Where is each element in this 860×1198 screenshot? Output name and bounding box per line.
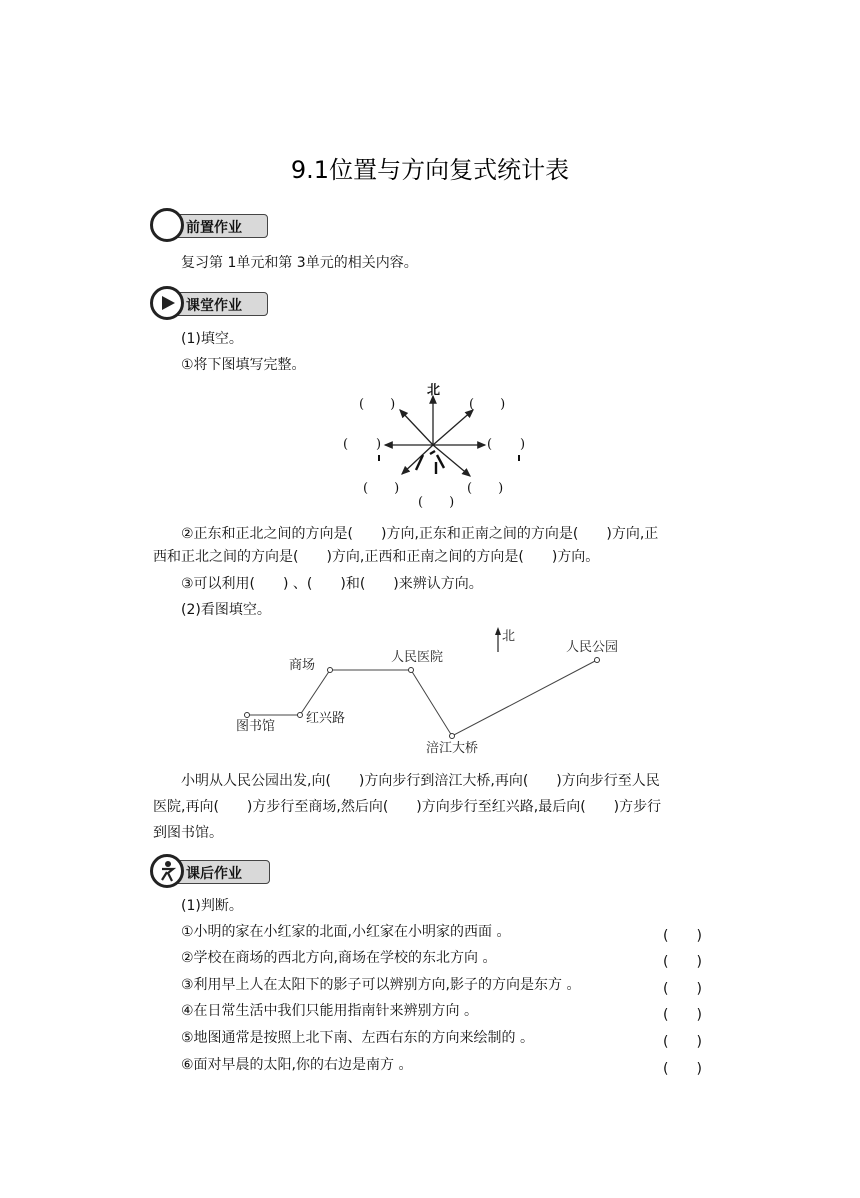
judge-answer-2: ( )	[663, 954, 702, 970]
judge-item-1: ①小明的家在小红家的北面,小红家在小明家的西面 。	[181, 924, 511, 940]
page-title: 9.1位置与方向复式统计表	[290, 156, 570, 184]
badge-icon	[150, 854, 184, 888]
judge-answer-1: ( )	[663, 928, 702, 944]
play-icon	[153, 289, 181, 317]
section-badge-class	[150, 286, 268, 320]
blank-sw: ( )	[363, 481, 400, 496]
section-badge-pre	[150, 208, 268, 242]
blank-nw: ( )	[359, 397, 396, 412]
blank-se: ( )	[467, 481, 504, 496]
southwest-arrow	[402, 445, 433, 474]
compass-diagram	[330, 378, 540, 518]
northwest-arrow	[400, 410, 433, 445]
node-bridge	[450, 734, 455, 739]
q2-title: (2)看图填空。	[181, 602, 271, 618]
judge-item-5: ⑤地图通常是按照上北下南、左西右东的方向来绘制的 。	[181, 1030, 534, 1046]
judge-answer-4: ( )	[663, 1007, 702, 1023]
badge-icon	[150, 208, 184, 242]
blank-w-open: (	[343, 437, 349, 452]
map-north-label: 北	[502, 629, 516, 644]
judge-item-2: ②学校在商场的西北方向,商场在学校的东北方向 。	[181, 950, 497, 966]
node-library	[245, 713, 250, 718]
q1-sub1: ①将下图填写完整。	[181, 357, 306, 373]
node-hospital	[409, 668, 414, 673]
pre-text: 复习第 1单元和第 3单元的相关内容。	[181, 255, 418, 271]
q1-sub2-line2: 西和正北之间的方向是( )方向,正西和正南之间的方向是( )方向。	[153, 549, 600, 565]
blank-ne: ( )	[469, 397, 506, 412]
blank-s: ( )	[418, 495, 455, 510]
q1-sub3: ③可以利用( ) 、( )和( )来辨认方向。	[181, 576, 483, 592]
northeast-arrow	[433, 410, 473, 445]
judge-item-6: ⑥面对早晨的太阳,你的右边是南方 。	[181, 1057, 413, 1073]
node-mall	[328, 668, 333, 673]
blank-w-close: )	[376, 437, 382, 452]
badge-label: 前置作业	[186, 220, 242, 236]
judge-answer-6: ( )	[663, 1061, 702, 1077]
badge-label: 课后作业	[186, 866, 242, 882]
label-library: 图书馆	[236, 719, 276, 734]
judge-item-3: ③利用早上人在太阳下的影子可以辨别方向,影子的方向是东方 。	[181, 977, 581, 993]
southeast-arrow	[433, 445, 470, 476]
node-park	[595, 658, 600, 663]
judge-answer-3: ( )	[663, 981, 702, 997]
q2-line2: 医院,再向( )方步行至商场,然后向( )方向步行至红兴路,最后向( )方步行	[153, 799, 662, 815]
label-park: 人民公园	[566, 640, 619, 655]
compass-north-label: 北	[427, 383, 441, 398]
label-mall: 商场	[289, 658, 316, 673]
node-hongxing-road	[298, 713, 303, 718]
route-map	[230, 622, 640, 762]
label-hongxing-road: 红兴路	[306, 711, 346, 726]
q1-title: (1)填空。	[181, 331, 243, 347]
section-badge-after	[150, 854, 270, 888]
q2-line3: 到图书馆。	[153, 825, 223, 841]
judge-answer-5: ( )	[663, 1034, 702, 1050]
judge-item-4: ④在日常生活中我们只能用指南针来辨别方向 。	[181, 1003, 478, 1019]
label-hospital: 人民医院	[391, 650, 444, 665]
blank-e-open: (	[487, 437, 493, 452]
q2-line1: 小明从人民公园出发,向( )方向步行到涪江大桥,再向( )方向步行至人民	[181, 773, 660, 789]
q1-sub2-line1: ②正东和正北之间的方向是( )方向,正东和正南之间的方向是( )方向,正	[181, 526, 659, 542]
blank-e-close: )	[520, 437, 526, 452]
person-icon	[153, 857, 181, 885]
badge-label: 课堂作业	[186, 298, 242, 314]
after-q1-title: (1)判断。	[181, 898, 243, 914]
label-bridge: 涪江大桥	[426, 741, 479, 756]
badge-icon	[150, 286, 184, 320]
